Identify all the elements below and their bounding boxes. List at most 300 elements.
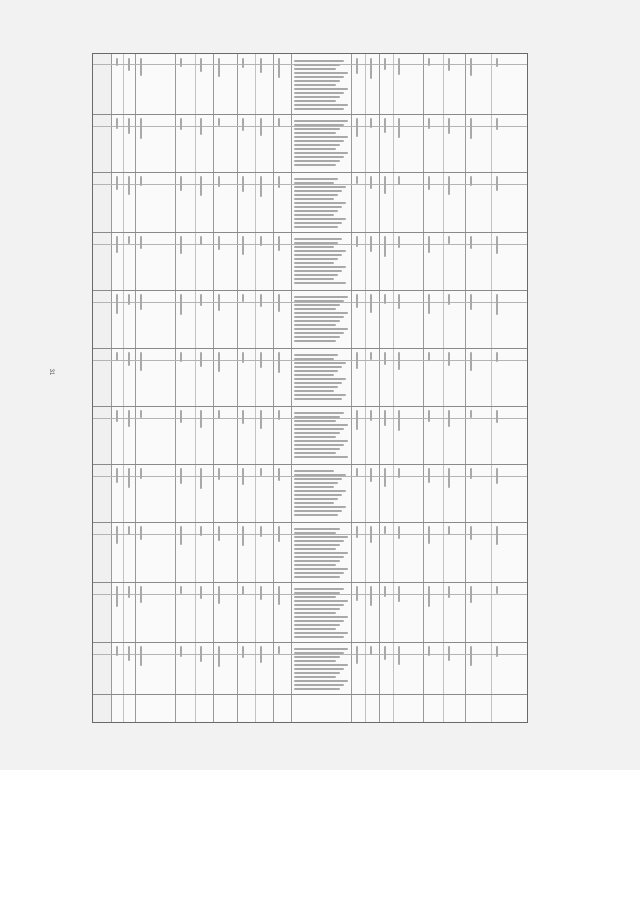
cell-text-placeholder [294,398,342,400]
cell-text-placeholder [294,198,334,200]
cell-text-placeholder [294,498,338,500]
column-divider [365,54,366,722]
cell-number-placeholder [398,646,400,665]
cell-number-placeholder [398,294,400,309]
cell-number-placeholder [370,646,372,655]
cell-number-placeholder [218,352,220,372]
cell-number-placeholder [428,468,430,483]
cell-text-placeholder [294,80,340,82]
cell-text-placeholder [294,600,348,602]
cell-text-placeholder [294,218,346,220]
cell-text-placeholder [294,84,336,86]
cell-text-placeholder [294,136,348,138]
cell-text-placeholder [294,428,344,430]
cell-number-placeholder [384,526,386,534]
column-divider [255,54,256,722]
cell-text-placeholder [294,300,344,302]
cell-number-placeholder [398,352,400,370]
cell-text-placeholder [294,282,346,284]
cell-number-placeholder [356,176,358,184]
sub-row-divider [93,418,527,419]
cell-number-placeholder [260,586,262,600]
cell-number-placeholder [260,58,262,73]
cell-number-placeholder [218,176,220,187]
cell-number-placeholder [384,352,386,365]
row-group-divider [93,642,527,643]
cell-text-placeholder [294,132,336,134]
cell-number-placeholder [242,468,244,485]
cell-text-placeholder [294,624,340,626]
cell-number-placeholder [448,586,450,598]
cell-number-placeholder [356,236,358,247]
cell-number-placeholder [200,118,202,135]
row-group-divider [93,348,527,349]
row-group-divider [93,464,527,465]
cell-number-placeholder [398,118,400,138]
cell-number-placeholder [200,176,202,196]
cell-number-placeholder [370,352,372,360]
cell-number-placeholder [384,118,386,133]
column-divider [379,54,380,722]
cell-number-placeholder [128,118,130,134]
cell-number-placeholder [496,646,498,657]
cell-number-placeholder [278,410,280,420]
cell-number-placeholder [140,58,142,76]
cell-number-placeholder [398,236,400,248]
cell-number-placeholder [384,294,386,304]
cell-number-placeholder [398,410,400,431]
cell-text-placeholder [294,328,348,330]
cell-text-placeholder [294,680,348,682]
cell-number-placeholder [128,410,130,427]
cell-text-placeholder [294,660,336,662]
cell-text-placeholder [294,482,338,484]
cell-number-placeholder [470,118,472,139]
cell-number-placeholder [260,294,262,307]
cell-text-placeholder [294,354,338,356]
cell-text-placeholder [294,394,346,396]
cell-text-placeholder [294,656,340,658]
cell-text-placeholder [294,254,342,256]
cell-text-placeholder [294,160,340,162]
column-divider [195,54,196,722]
row-group-divider [93,582,527,583]
cell-text-placeholder [294,556,344,558]
cell-text-placeholder [294,620,344,622]
cell-number-placeholder [470,526,472,540]
cell-number-placeholder [370,236,372,252]
cell-number-placeholder [278,586,280,605]
cell-number-placeholder [398,176,400,185]
cell-text-placeholder [294,100,336,102]
cell-number-placeholder [128,236,130,244]
cell-text-placeholder [294,382,342,384]
cell-text-placeholder [294,340,336,342]
cell-number-placeholder [180,294,182,315]
cell-number-placeholder [470,352,472,371]
sub-row-divider [93,360,527,361]
cell-number-placeholder [260,352,262,368]
cell-text-placeholder [294,528,340,530]
cell-number-placeholder [384,410,386,426]
cell-number-placeholder [242,410,244,424]
column-divider [351,54,352,722]
cell-text-placeholder [294,92,344,94]
cell-number-placeholder [242,58,244,68]
cell-number-placeholder [128,526,130,535]
cell-text-placeholder [294,544,340,546]
cell-number-placeholder [218,58,220,77]
cell-text-placeholder [294,552,348,554]
cell-number-placeholder [140,236,142,249]
row-group-divider [93,694,527,695]
cell-text-placeholder [294,648,348,650]
cell-number-placeholder [370,118,372,128]
cell-text-placeholder [294,76,344,78]
cell-number-placeholder [218,468,220,480]
cell-number-placeholder [470,468,472,479]
cell-text-placeholder [294,186,346,188]
cell-number-placeholder [242,586,244,595]
table-header-column [93,54,112,722]
cell-number-placeholder [140,410,142,418]
cell-text-placeholder [294,612,336,614]
cell-number-placeholder [128,58,130,71]
cell-number-placeholder [218,118,220,126]
cell-number-placeholder [200,410,202,428]
cell-number-placeholder [260,646,262,663]
cell-number-placeholder [116,586,118,607]
cell-number-placeholder [356,586,358,601]
cell-text-placeholder [294,210,338,212]
cell-text-placeholder [294,320,340,322]
cell-number-placeholder [180,468,182,484]
cell-number-placeholder [448,176,450,195]
cell-number-placeholder [278,294,280,312]
cell-number-placeholder [356,646,358,664]
cell-text-placeholder [294,540,344,542]
cell-text-placeholder [294,452,336,454]
cell-number-placeholder [370,410,372,421]
cell-number-placeholder [116,468,118,483]
cell-text-placeholder [294,182,334,184]
cell-text-placeholder [294,378,346,380]
table-grid [93,54,527,722]
cell-number-placeholder [470,410,472,418]
cell-text-placeholder [294,572,344,574]
cell-number-placeholder [260,526,262,537]
cell-number-placeholder [428,176,430,190]
cell-number-placeholder [496,352,498,362]
cell-text-placeholder [294,436,336,438]
cell-number-placeholder [200,468,202,489]
cell-number-placeholder [260,468,262,476]
cell-number-placeholder [496,586,498,594]
cell-number-placeholder [116,410,118,422]
cell-text-placeholder [294,628,336,630]
cell-text-placeholder [294,296,348,298]
cell-number-placeholder [128,646,130,661]
cell-number-placeholder [356,410,358,430]
cell-text-placeholder [294,366,342,368]
cell-text-placeholder [294,148,336,150]
cell-number-placeholder [428,294,430,314]
cell-text-placeholder [294,164,336,166]
cell-number-placeholder [218,410,220,419]
cell-text-placeholder [294,64,340,66]
cell-number-placeholder [140,118,142,139]
cell-text-placeholder [294,560,340,562]
cell-text-placeholder [294,510,342,512]
cell-number-placeholder [128,468,130,488]
cell-number-placeholder [356,352,358,369]
cell-text-placeholder [294,636,344,638]
cell-number-placeholder [428,526,430,544]
cell-number-placeholder [116,294,118,314]
row-group-divider [93,172,527,173]
cell-number-placeholder [470,586,472,603]
cell-number-placeholder [370,176,372,189]
cell-number-placeholder [242,294,244,302]
cell-text-placeholder [294,140,344,142]
sub-row-divider [93,594,527,595]
cell-number-placeholder [128,294,130,305]
sub-row-divider [93,654,527,655]
cell-number-placeholder [140,176,142,186]
cell-number-placeholder [260,176,262,197]
cell-text-placeholder [294,502,334,504]
cell-text-placeholder [294,332,344,334]
cell-number-placeholder [470,236,472,249]
column-divider [111,54,112,722]
cell-number-placeholder [218,586,220,604]
cell-number-placeholder [496,468,498,484]
cell-text-placeholder [294,604,344,606]
cell-text-placeholder [294,304,340,306]
cell-number-placeholder [128,352,130,366]
cell-text-placeholder [294,432,340,434]
cell-number-placeholder [448,352,450,366]
cell-text-placeholder [294,564,336,566]
cell-number-placeholder [242,352,244,363]
cell-text-placeholder [294,536,348,538]
sub-row-divider [93,184,527,185]
cell-text-placeholder [294,506,346,508]
cell-text-placeholder [294,470,334,472]
cell-text-placeholder [294,128,340,130]
cell-number-placeholder [180,58,182,67]
row-group-divider [93,114,527,115]
cell-number-placeholder [278,176,280,188]
page-number: 31 [48,368,54,376]
cell-text-placeholder [294,88,348,90]
cell-number-placeholder [448,410,450,427]
cell-text-placeholder [294,266,346,268]
cell-text-placeholder [294,152,348,154]
cell-text-placeholder [294,108,344,110]
cell-text-placeholder [294,652,344,654]
cell-text-placeholder [294,514,338,516]
column-divider [423,54,424,722]
cell-number-placeholder [384,646,386,660]
column-divider [465,54,466,722]
cell-text-placeholder [294,238,342,240]
cell-text-placeholder [294,532,336,534]
column-divider [175,54,176,722]
cell-text-placeholder [294,588,344,590]
cell-number-placeholder [278,118,280,127]
cell-text-placeholder [294,478,342,480]
column-divider [273,54,274,722]
cell-number-placeholder [140,294,142,310]
cell-text-placeholder [294,308,336,310]
cell-number-placeholder [200,526,202,536]
cell-text-placeholder [294,250,346,252]
cell-text-placeholder [294,596,336,598]
cell-number-placeholder [428,118,430,129]
cell-text-placeholder [294,278,334,280]
cell-number-placeholder [116,236,118,253]
cell-number-placeholder [140,526,142,540]
cell-text-placeholder [294,156,344,158]
sub-row-divider [93,244,527,245]
cell-number-placeholder [428,646,430,656]
cell-number-placeholder [496,410,498,423]
cell-number-placeholder [370,468,372,482]
cell-number-placeholder [200,294,202,306]
cell-text-placeholder [294,456,348,458]
cell-number-placeholder [448,468,450,488]
cell-text-placeholder [294,274,338,276]
cell-number-placeholder [140,586,142,603]
cell-text-placeholder [294,490,346,492]
cell-number-placeholder [428,410,430,422]
cell-number-placeholder [370,526,372,543]
cell-number-placeholder [116,526,118,544]
cell-text-placeholder [294,104,348,106]
cell-number-placeholder [116,646,118,656]
cell-number-placeholder [496,118,498,130]
cell-number-placeholder [370,586,372,606]
cell-text-placeholder [294,664,348,666]
cell-number-placeholder [356,118,358,137]
column-divider [393,54,394,722]
cell-text-placeholder [294,370,338,372]
cell-number-placeholder [260,410,262,429]
cell-text-placeholder [294,124,344,126]
cell-number-placeholder [356,526,358,538]
cell-text-placeholder [294,632,348,634]
cell-text-placeholder [294,270,342,272]
cell-number-placeholder [116,352,118,361]
cell-number-placeholder [448,646,450,661]
cell-number-placeholder [180,236,182,254]
row-group-divider [93,232,527,233]
cell-text-placeholder [294,206,342,208]
cell-number-placeholder [448,294,450,305]
cell-text-placeholder [294,258,338,260]
cell-number-placeholder [398,586,400,602]
column-divider [213,54,214,722]
cell-text-placeholder [294,474,346,476]
cell-number-placeholder [496,58,498,67]
cell-number-placeholder [356,468,358,477]
cell-number-placeholder [428,236,430,253]
cell-number-placeholder [140,468,142,479]
sub-row-divider [93,302,527,303]
cell-number-placeholder [140,646,142,666]
cell-text-placeholder [294,420,336,422]
cell-number-placeholder [496,294,498,315]
cell-text-placeholder [294,548,336,550]
cell-text-placeholder [294,190,342,192]
cell-number-placeholder [398,526,400,539]
cell-text-placeholder [294,362,346,364]
cell-number-placeholder [140,352,142,371]
cell-number-placeholder [180,646,182,657]
cell-number-placeholder [278,236,280,251]
cell-number-placeholder [128,586,130,598]
cell-text-placeholder [294,316,344,318]
cell-text-placeholder [294,676,336,678]
cell-number-placeholder [242,118,244,131]
cell-number-placeholder [218,236,220,250]
cell-number-placeholder [116,176,118,190]
cell-text-placeholder [294,444,344,446]
cell-number-placeholder [428,352,430,361]
cell-text-placeholder [294,386,338,388]
cell-number-placeholder [470,176,472,186]
cell-number-placeholder [448,58,450,71]
cell-text-placeholder [294,202,346,204]
cell-number-placeholder [428,58,430,66]
cell-number-placeholder [180,410,182,423]
sub-row-divider [93,476,527,477]
row-group-divider [93,522,527,523]
cell-number-placeholder [356,294,358,308]
cell-text-placeholder [294,246,334,248]
sub-row-divider [93,534,527,535]
cell-number-placeholder [200,586,202,599]
cell-number-placeholder [116,118,118,129]
cell-number-placeholder [278,646,280,654]
column-divider [443,54,444,722]
cell-number-placeholder [242,236,244,255]
cell-number-placeholder [218,526,220,541]
cell-number-placeholder [200,58,202,72]
cell-text-placeholder [294,178,338,180]
cell-text-placeholder [294,390,334,392]
cell-number-placeholder [200,352,202,367]
cell-number-placeholder [470,58,472,76]
cell-text-placeholder [294,448,340,450]
cell-number-placeholder [260,118,262,136]
cell-text-placeholder [294,242,338,244]
column-divider [237,54,238,722]
cell-number-placeholder [218,294,220,311]
cell-number-placeholder [128,176,130,195]
cell-text-placeholder [294,412,344,414]
cell-text-placeholder [294,684,344,686]
cell-text-placeholder [294,214,334,216]
cell-number-placeholder [242,526,244,546]
column-divider [135,54,136,722]
cell-text-placeholder [294,226,338,228]
cell-text-placeholder [294,60,344,62]
cell-number-placeholder [278,468,280,481]
cell-number-placeholder [384,176,386,194]
cell-number-placeholder [260,236,262,246]
